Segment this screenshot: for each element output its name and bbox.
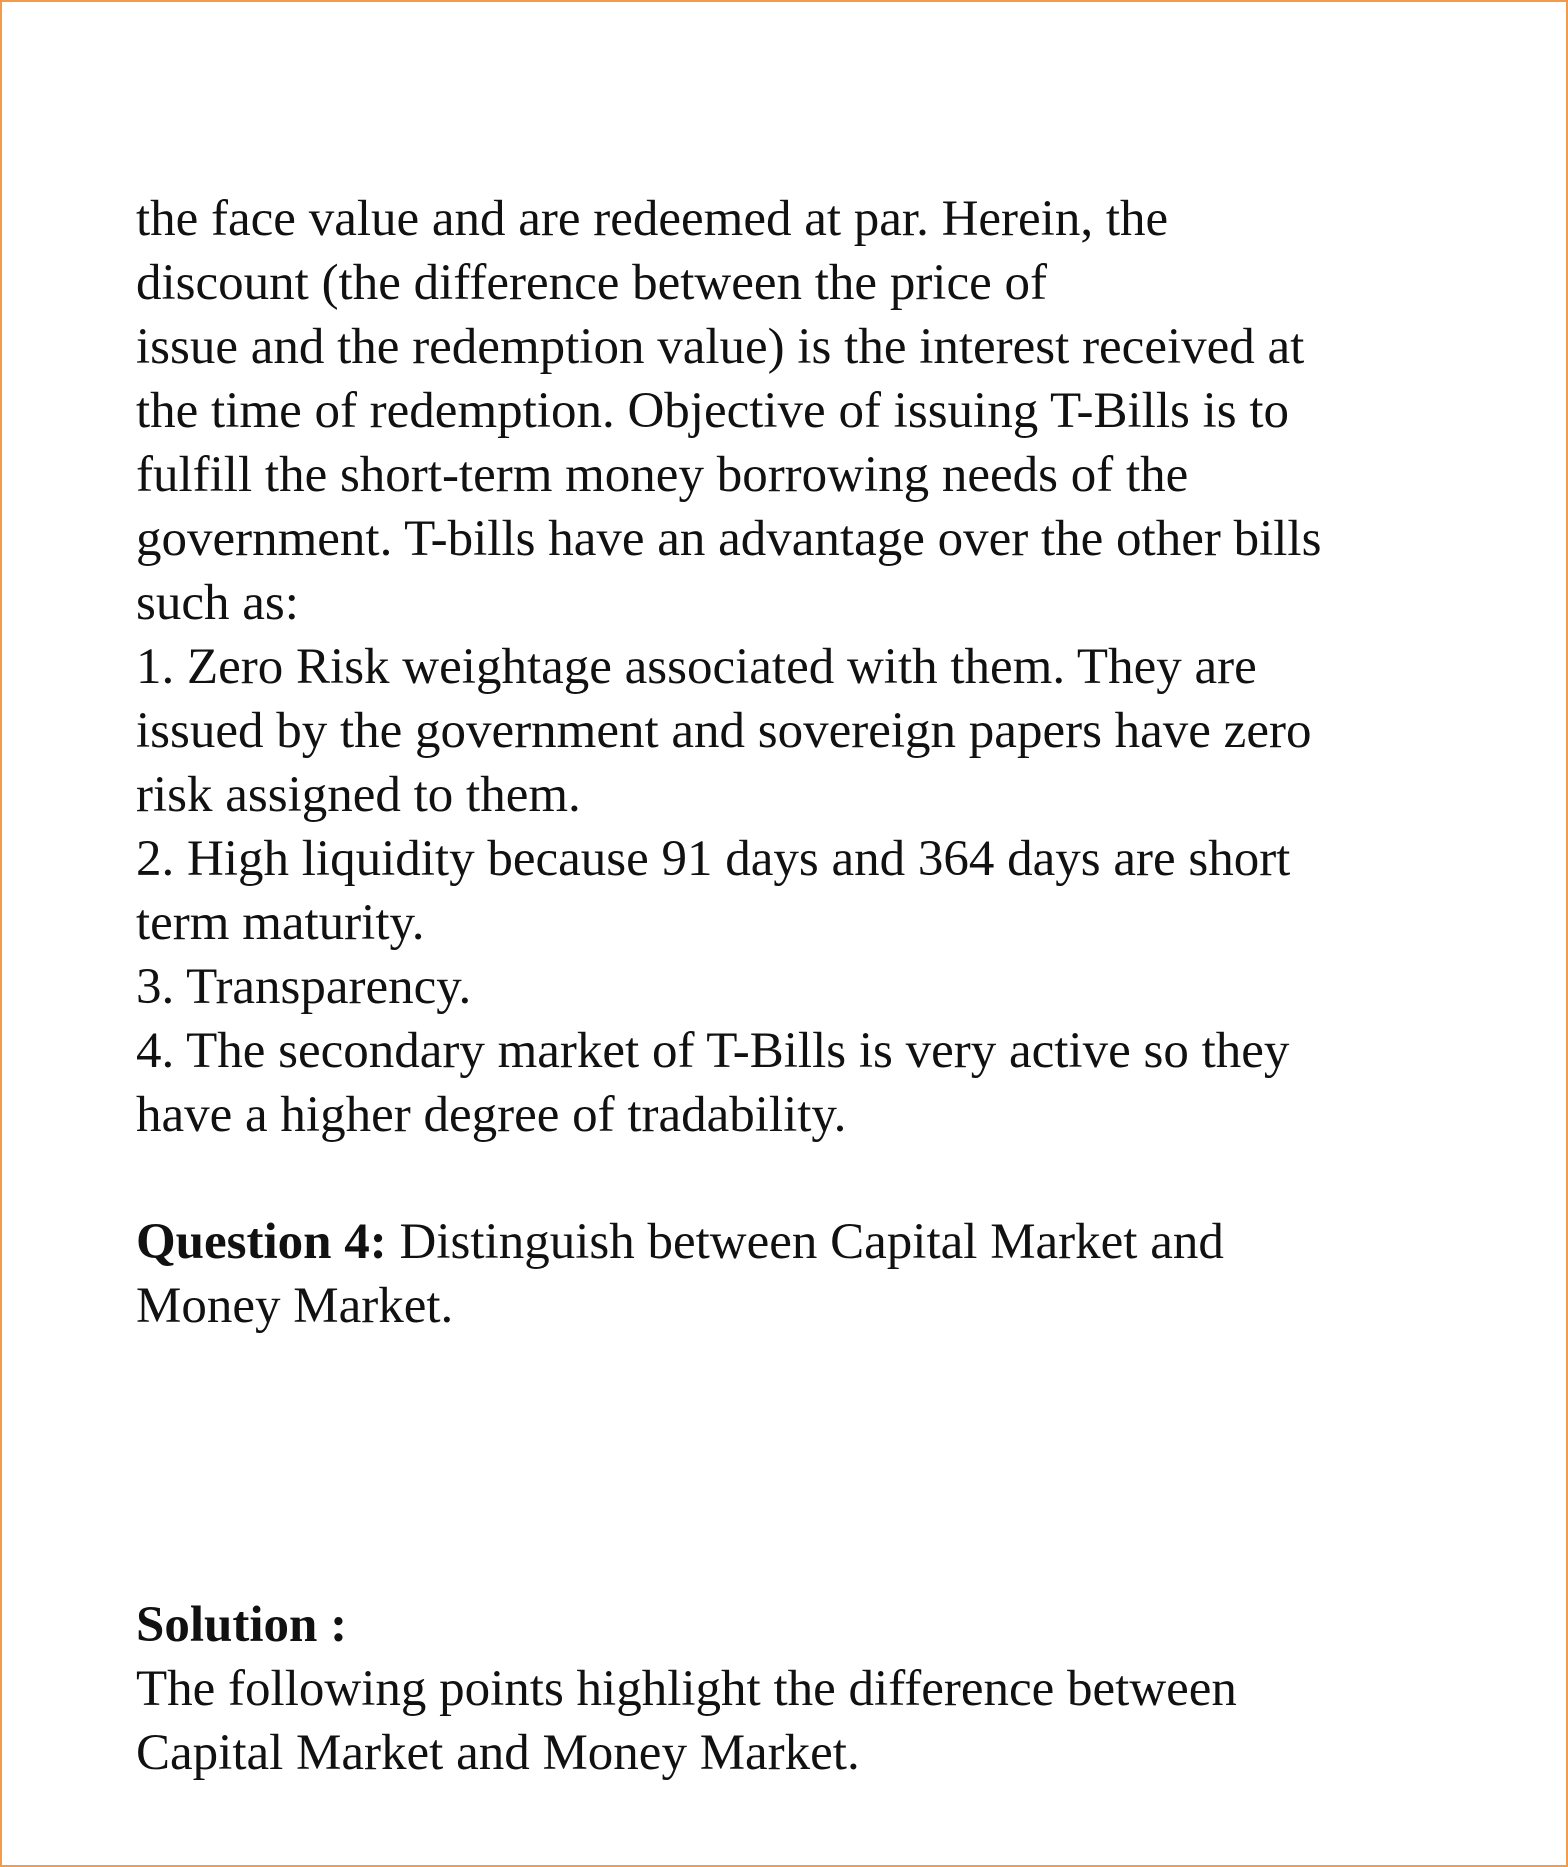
body-line: have a higher degree of tradability. (136, 1087, 847, 1143)
question-text: Distinguish between Capital Market and (386, 1214, 1224, 1270)
solution-heading: Solution : (136, 1597, 348, 1653)
solution-line: Capital Market and Money Market. (136, 1725, 860, 1781)
list-item-3: 3. Transparency. (136, 959, 472, 1015)
question-text-cont: Money Market. (136, 1278, 454, 1334)
list-item-2: 2. High liquidity because 91 days and 364 days are short (136, 831, 1291, 887)
list-item-4: 4. The secondary market of T-Bills is very active so they (136, 1023, 1290, 1079)
question-4 (136, 1210, 1224, 1338)
list-item-1: 1. Zero Risk weightage associated with them. They are (136, 639, 1257, 695)
body-line: such as: (136, 575, 299, 631)
body-line: the time of redemption. Objective of issuing T-Bills is to (136, 383, 1290, 439)
body-line: discount (the difference between the price of (136, 255, 1047, 311)
solution-line: The following points highlight the difference between (136, 1661, 1237, 1717)
body-line: fulfill the short-term money borrowing needs of the (136, 447, 1189, 503)
question-label: Question 4: (136, 1214, 387, 1270)
body-text (136, 187, 1321, 1147)
body-line: issued by the government and sovereign papers have zero (136, 703, 1312, 759)
solution-section (136, 1593, 1237, 1785)
body-line: issue and the redemption value) is the interest received at (136, 319, 1305, 375)
body-line: government. T-bills have an advantage over the other bills (136, 511, 1322, 567)
body-line: the face value and are redeemed at par. Herein, the (136, 191, 1169, 247)
body-line: term maturity. (136, 895, 425, 951)
body-line: risk assigned to them. (136, 767, 581, 823)
question-line (136, 1210, 1224, 1274)
